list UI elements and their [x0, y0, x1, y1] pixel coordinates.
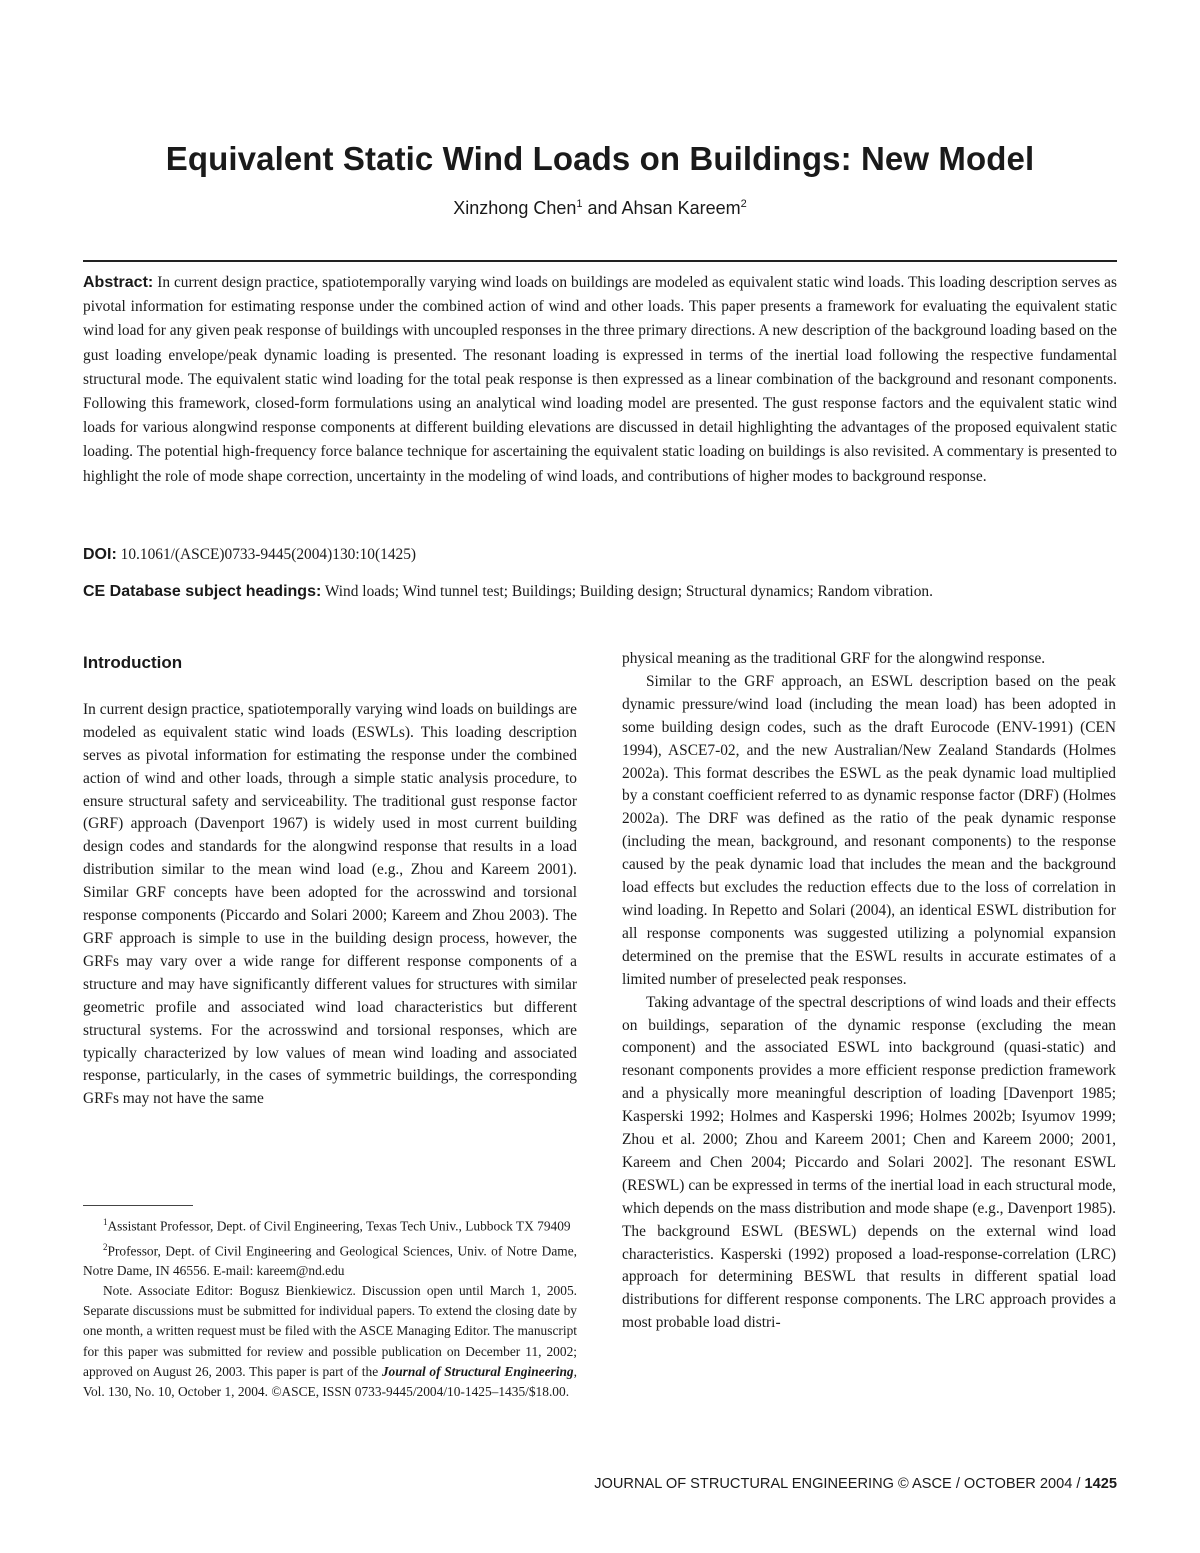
- footnote-text: Assistant Professor, Dept. of Civil Engineering, Texas Tech Univ., Lubbock TX 79409: [107, 1218, 571, 1234]
- author-affiliation-mark: 1: [576, 198, 583, 210]
- author-line: [0, 198, 1200, 219]
- editorial-note-text: , Vol. 130, No. 10, October 1, 2004. ©ASCE, ISSN 0733-9445/2004/10-1425–1435/$18.00.: [83, 1363, 577, 1399]
- author-name: Ahsan Kareem: [621, 198, 741, 218]
- footnote-rule: [83, 1205, 193, 1206]
- footnote-mark: 2: [103, 1241, 108, 1252]
- abstract-label: Abstract:: [83, 274, 154, 291]
- doi-value: 10.1061/(ASCE)0733-9445(2004)130:10(1425): [120, 546, 417, 563]
- body-paragraph: Taking advantage of the spectral descriptions of wind loads and their effects on buildings, separation of the dynamic response (excluding the mean component) and the associated ESWL into background (quasi-static) and resonant components provides a more efficient response prediction framework and a physically more meaningful description of loading [Davenport 1985; Kasperski 1992; Holmes and Kasperski 1996; Holmes 2002b; Isyumov 1999; Zhou et al. 2000; Zhou and Kareem 2001; Chen and Kareem 2000; 2001, Kareem and Chen 2004; Piccardo and Solari 2002]. The resonant ESWL (RESWL) can be expressed in terms of the inertial load in each structural mode, which depends on the mass distribution and mode shape (e.g., Davenport 1985). The background ESWL (BESWL) depends on the external wind load characteristics. Kasperski (1992) proposed a load-response-correlation (LRC) approach for determining BESWL that results in different spatial load distributions for different response components. The LRC approach provides a most probable load distri-: [622, 993, 1116, 1332]
- subject-headings-value: Wind loads; Wind tunnel test; Buildings; Building design; Structural dynamics; Random vibration.: [324, 583, 933, 600]
- abstract-text: In current design practice, spatiotemporally varying wind loads on buildings are modeled as equivalent static wind loads. This loading description serves as pivotal information for estimating response under the combined action of wind and other loads. This paper presents a framework for evaluating the equivalent static wind load for any given peak response of buildings with uncoupled responses in the three primary directions. A new description of the background loading based on the gust loading envelope/peak dynamic loading is presented. The resonant loading is expressed in terms of the inertial load following the respective fundamental structural mode. The equivalent static wind loading for the total peak response is then expressed as a linear combination of the background and resonant components. Following this framework, closed-form formulations using an analytical wind loading model are presented. The gust response factors and the equivalent static wind loads for various alongwind response components at different building elevations are discussed in detail highlighting the advantages of the proposed equivalent static loading. The potential high-frequency force balance technique for ascertaining the equivalent static loading on buildings is also revisited. A commentary is presented to highlight the role of mode shape correction, uncertainty in the modeling of wind loads, and contributions of higher modes to background response.: [83, 274, 1117, 485]
- subject-headings: [83, 583, 1117, 601]
- journal-name: Journal of Structural Engineering: [381, 1363, 574, 1379]
- section-heading: Introduction: [83, 653, 183, 672]
- journal-footer-text: JOURNAL OF STRUCTURAL ENGINEERING © ASCE / OCTOBER 2004 /: [594, 1476, 1085, 1492]
- footnotes: [83, 1212, 577, 1402]
- running-footer: [83, 1476, 1117, 1492]
- abstract: [83, 271, 1117, 489]
- footnote: [83, 1212, 577, 1237]
- footnote-mark: 1: [103, 1217, 108, 1227]
- subject-headings-label: CE Database subject headings:: [83, 583, 322, 600]
- editorial-note: [83, 1281, 577, 1402]
- left-column: [83, 648, 577, 1111]
- doi: [83, 546, 1117, 564]
- header-rule: [83, 260, 1117, 262]
- author-name: Xinzhong Chen: [453, 198, 577, 218]
- body-paragraph: Similar to the GRF approach, an ESWL description based on the peak dynamic pressure/wind load (including the mean load) has been adopted in some building design codes, such as the draft Eurocode (ENV-1991) (CEN 1994), ASCE7-02, and the new Australian/New Zealand Standards (Holmes 2002a). This format describes the ESWL as the peak dynamic load multiplied by a constant coefficient referred to as dynamic response factor (DRF) (Holmes 2002a). The DRF was defined as the ratio of the peak dynamic response (including the mean, background, and resonant components) to the response caused by the peak dynamic load that includes the mean and the background load effects but excludes the reduction effects due to the loss of correlation in wind loading. In Repetto and Solari (2004), an identical ESWL distribution for all response components was suggested utilizing a polynomial expansion determined on the premise that the ESWL results in accurate estimates of a limited number of preselected peak responses.: [622, 672, 1116, 988]
- page-number: 1425: [1084, 1476, 1117, 1492]
- right-column: [622, 648, 1116, 1335]
- body-paragraph: In current design practice, spatiotemporally varying wind loads on buildings are modeled as equivalent static wind loads (ESWLs). This loading description serves as pivotal information for estimating the response under the combined action of wind and other loads, through a simple static analysis procedure, to ensure structural safety and serviceability. The traditional gust response factor (GRF) approach (Davenport 1967) is widely used in most current building design codes and standards for the alongwind response that results in a load distribution similar to the mean wind load (e.g., Zhou and Kareem 2001). Similar GRF concepts have been adopted for the acrosswind and torsional response components (Piccardo and Solari 2000; Kareem and Zhou 2003). The GRF approach is simple to use in the building design process, however, the GRFs may vary over a wide range for different response components of a structure and may have significantly different values for structures with similar geometric profile and associated wind load characteristics but different structural systems. For the acrosswind and torsional responses, which are typically characterized by low values of mean wind loading and associated response, particularly, in the cases of symmetric buildings, the corresponding GRFs may not have the same: [83, 700, 577, 1108]
- footnote-text: Professor, Dept. of Civil Engineering and Geological Sciences, Univ. of Notre Dame, Notre Dame, IN 46556. E-mail: kareem@nd.edu: [83, 1243, 577, 1279]
- footnote: [83, 1237, 577, 1282]
- paper-title: Equivalent Static Wind Loads on Buildings: New Model: [165, 140, 1035, 177]
- doi-label: DOI:: [83, 546, 117, 563]
- author-affiliation-mark: 2: [740, 198, 747, 210]
- editorial-note-text: Note. Associate Editor: Bogusz Bienkiewicz. Discussion open until March 1, 2005. Separate discussions must be submitted for individual papers. To extend the closing date by one month, a written request must be filed with the ASCE Managing Editor. The manuscript for this paper was submitted for review and possible publication on December 11, 2002; approved on August 26, 2003. This paper is part of the: [83, 1283, 577, 1379]
- author-conjunction: and: [582, 198, 622, 218]
- body-paragraph: physical meaning as the traditional GRF for the alongwind response.: [622, 650, 1046, 667]
